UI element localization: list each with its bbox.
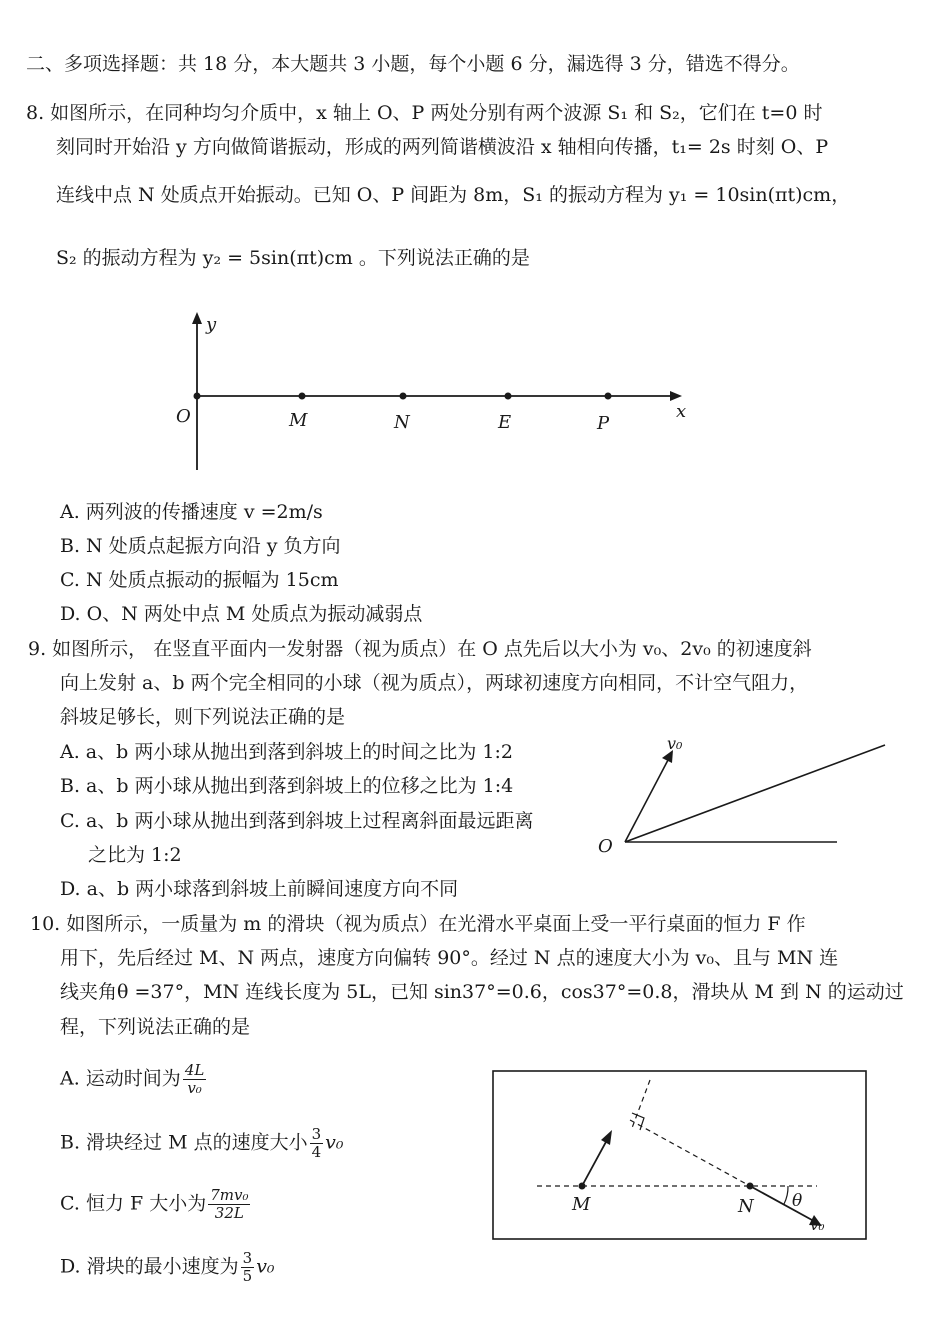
point-n-label: N (394, 412, 410, 433)
q10-stem-line2: 用下，先后经过 M、N 两点，速度方向偏转 90°。经过 N 点的速度大小为 v₀、且与 MN 连 (60, 947, 839, 969)
table-frame (493, 1071, 866, 1239)
q10-motion-figure (492, 1070, 868, 1242)
origin-label: O (176, 406, 191, 427)
q10-option-b-fraction (310, 1126, 324, 1161)
q8-option-b: B. N 处质点起振方向沿 y 负方向 (60, 535, 341, 557)
n-velocity-label: v₀ (810, 1216, 825, 1234)
perpendicular-dashed-line (630, 1120, 750, 1186)
q9-slope-figure (595, 730, 895, 860)
fraction-denominator: 5 (242, 1267, 253, 1285)
m-velocity-arrow-line (582, 1140, 607, 1186)
point-o-dot (194, 393, 201, 400)
point-e-label: E (498, 412, 512, 433)
x-axis-label: x (676, 401, 687, 422)
q9-stem-line2: 向上发射 a、b 两个完全相同的小球（视为质点），两球初速度方向相同，不计空气阻力， (60, 672, 809, 694)
q10-stem-line3: 线夹角θ =37°，MN 连线长度为 5L，已知 sin37°=0.6，cos37°=0.8，滑块从 M 到 N 的运动过 (60, 981, 904, 1003)
point-m-dot (579, 1183, 586, 1190)
q10-stem-line4: 程，下列说法正确的是 (60, 1016, 251, 1038)
fraction-denominator: 32L (214, 1204, 244, 1222)
point-n-dot (400, 393, 407, 400)
q10-option-a-fraction (183, 1062, 207, 1097)
fraction-numerator: 3 (242, 1249, 253, 1267)
angle-theta-arc (784, 1186, 788, 1204)
q8-option-d: D. O、N 两处中点 M 处质点为振动减弱点 (60, 603, 423, 625)
q10-option-d-text: D. 滑块的最小速度为 (60, 1255, 239, 1278)
q9-option-d: D. a、b 两小球落到斜坡上前瞬间速度方向不同 (60, 878, 459, 900)
fraction-denominator: v₀ (187, 1079, 202, 1097)
q8-wave-axis-figure (170, 310, 700, 475)
slope-line (625, 745, 885, 842)
q10-stem-line1: 10. 如图所示，一质量为 m 的滑块（视为质点）在光滑水平桌面上受一平行桌面的恒力 F 作 (30, 913, 806, 935)
q10-option-c (60, 1187, 252, 1222)
q10-option-b-unit: v₀ (325, 1131, 344, 1154)
q10-option-b (60, 1126, 343, 1161)
q8-stem-line2: 刻同时开始沿 y 方向做简谐振动，形成的两列简谐横波沿 x 轴相向传播，t₁= 2s 时刻 O、P (56, 136, 829, 158)
q10-option-c-fraction (208, 1187, 250, 1222)
fraction-numerator: 3 (311, 1125, 322, 1143)
x-axis-arrowhead (670, 391, 682, 401)
q9-option-a: A. a、b 两小球从抛出到落到斜坡上的时间之比为 1:2 (60, 741, 513, 763)
q8-stem-line1: 8. 如图所示，在同种均匀介质中，x 轴上 O、P 两处分别有两个波源 S₁ 和 S₂，它们在 t=0 时 (26, 102, 823, 124)
q10-option-a-text: A. 运动时间为 (60, 1067, 181, 1090)
q10-option-d (60, 1250, 275, 1285)
q10-option-c-text: C. 恒力 F 大小为 (60, 1192, 207, 1215)
q9-stem-line1: 9. 如图所示， 在竖直平面内一发射器（视为质点）在 O 点先后以大小为 v₀、2v₀ 的初速度斜 (28, 638, 812, 660)
q10-option-d-fraction (241, 1250, 255, 1285)
q8-stem-line3: 连线中点 N 处质点开始振动。已知 O、P 间距为 8m，S₁ 的振动方程为 y₁ = 10sin(πt)cm， (56, 184, 851, 206)
point-p-label: P (597, 413, 610, 434)
q8-option-a: A. 两列波的传播速度 v =2m/s (60, 501, 323, 523)
point-e-dot (505, 393, 512, 400)
q9-option-c: C. a、b 两小球从抛出到落到斜坡上过程离斜面最远距离 (60, 810, 534, 832)
velocity-extension-dashed (632, 1080, 650, 1128)
y-axis-arrowhead (192, 312, 202, 324)
origin-label: O (598, 836, 613, 857)
n-velocity-arrow-line (750, 1186, 812, 1220)
fraction-numerator: 7mv₀ (210, 1186, 249, 1204)
q9-stem-line3: 斜坡足够长，则下列说法正确的是 (60, 706, 346, 728)
fraction-denominator: 4 (311, 1143, 322, 1161)
q8-stem-line4: S₂ 的振动方程为 y₂ = 5sin(πt)cm 。下列说法正确的是 (56, 247, 530, 269)
q10-option-b-text: B. 滑块经过 M 点的速度大小 (60, 1131, 308, 1154)
point-n-label: N (738, 1196, 754, 1217)
angle-theta-label: θ (792, 1191, 803, 1211)
point-m-label: M (572, 1194, 591, 1215)
point-m-dot (299, 393, 306, 400)
q10-option-a (60, 1062, 208, 1097)
velocity-label: v₀ (667, 734, 683, 753)
point-p-dot (605, 393, 612, 400)
q9-option-c-continued: 之比为 1:2 (88, 844, 182, 866)
point-n-dot (747, 1183, 754, 1190)
fraction-numerator: 4L (184, 1061, 205, 1079)
q8-option-c: C. N 处质点振动的振幅为 15cm (60, 569, 339, 591)
q9-option-b: B. a、b 两小球从抛出到落到斜坡上的位移之比为 1:4 (60, 775, 514, 797)
point-m-label: M (289, 410, 308, 431)
y-axis-label: y (206, 314, 217, 335)
velocity-arrow-line (625, 760, 668, 842)
section-header: 二、多项选择题：共 18 分，本大题共 3 小题，每个小题 6 分，漏选得 3 分，错选不得分。 (26, 53, 800, 75)
m-velocity-arrowhead (601, 1130, 612, 1145)
q10-option-d-unit: v₀ (256, 1255, 275, 1278)
